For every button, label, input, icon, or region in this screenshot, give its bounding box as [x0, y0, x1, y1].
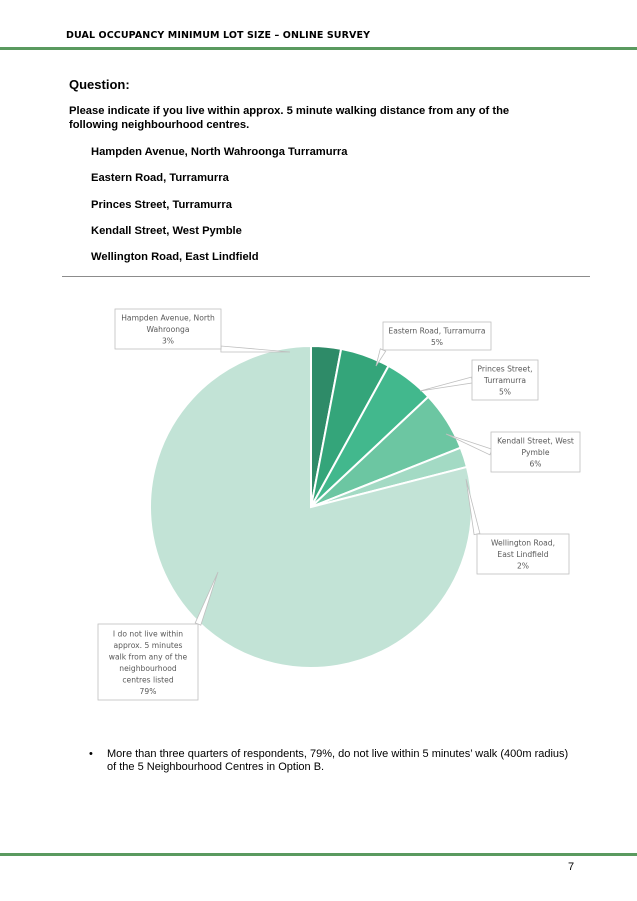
- slice-category-label: Princes Street,: [477, 364, 533, 374]
- slice-category-label: Wellington Road,: [490, 538, 556, 548]
- document-header-title: DUAL OCCUPANCY MINIMUM LOT SIZE – ONLINE SURVEY: [66, 30, 371, 41]
- slice-category-label: Turramurra: [483, 376, 527, 385]
- centre-item: Kendall Street, West Pymble: [91, 224, 242, 237]
- slice-value-label: 5%: [498, 387, 512, 397]
- slice-category-label: approx. 5 minutes: [113, 640, 183, 650]
- slice-value-label: 2%: [516, 561, 530, 571]
- slice-category-label: neighbourhood: [119, 663, 177, 673]
- centre-item: Wellington Road, East Lindfield: [91, 251, 259, 264]
- slice-category-label: Eastern Road, Turramurra: [388, 326, 486, 336]
- question-text: Please indicate if you live within approx. 5 minute walking distance from any of the following neighbourhood centres.: [69, 105, 510, 131]
- slice-value-label: 6%: [529, 459, 542, 469]
- slice-value-label: 79%: [139, 686, 157, 696]
- centre-item: Eastern Road, Turramurra: [91, 172, 229, 185]
- question-heading: Question:: [69, 77, 130, 92]
- slice-category-label: walk from any of the: [108, 652, 188, 662]
- slice-value-label: 3%: [161, 336, 175, 346]
- slice-category-label: centres listed: [122, 675, 174, 685]
- footer-rule: [0, 853, 637, 856]
- bullet-point-marker: •: [89, 748, 93, 760]
- centre-item: Princes Street, Turramurra: [91, 198, 232, 211]
- slice-value-label: 5%: [430, 337, 444, 347]
- slice-category-label: Kendall Street, West: [497, 436, 574, 446]
- callout-leader-line: [420, 377, 473, 391]
- slice-category-label: Pymble: [521, 448, 550, 457]
- slice-category-label: Hampden Avenue, North: [121, 313, 215, 323]
- slice-category-label: Wahroonga: [146, 325, 190, 334]
- page-number: 7: [568, 861, 575, 873]
- slice-category-label: I do not live within: [112, 629, 184, 639]
- slice-category-label: East Lindfield: [497, 550, 549, 559]
- centre-item: Hampden Avenue, North Wahroonga Turramurra: [91, 146, 348, 158]
- bullet-point-text: More than three quarters of respondents, 79%, do not live within 5 minutes’ walk (400m radius) of the 5 Neighbourhood Centres in Option B.: [107, 748, 569, 773]
